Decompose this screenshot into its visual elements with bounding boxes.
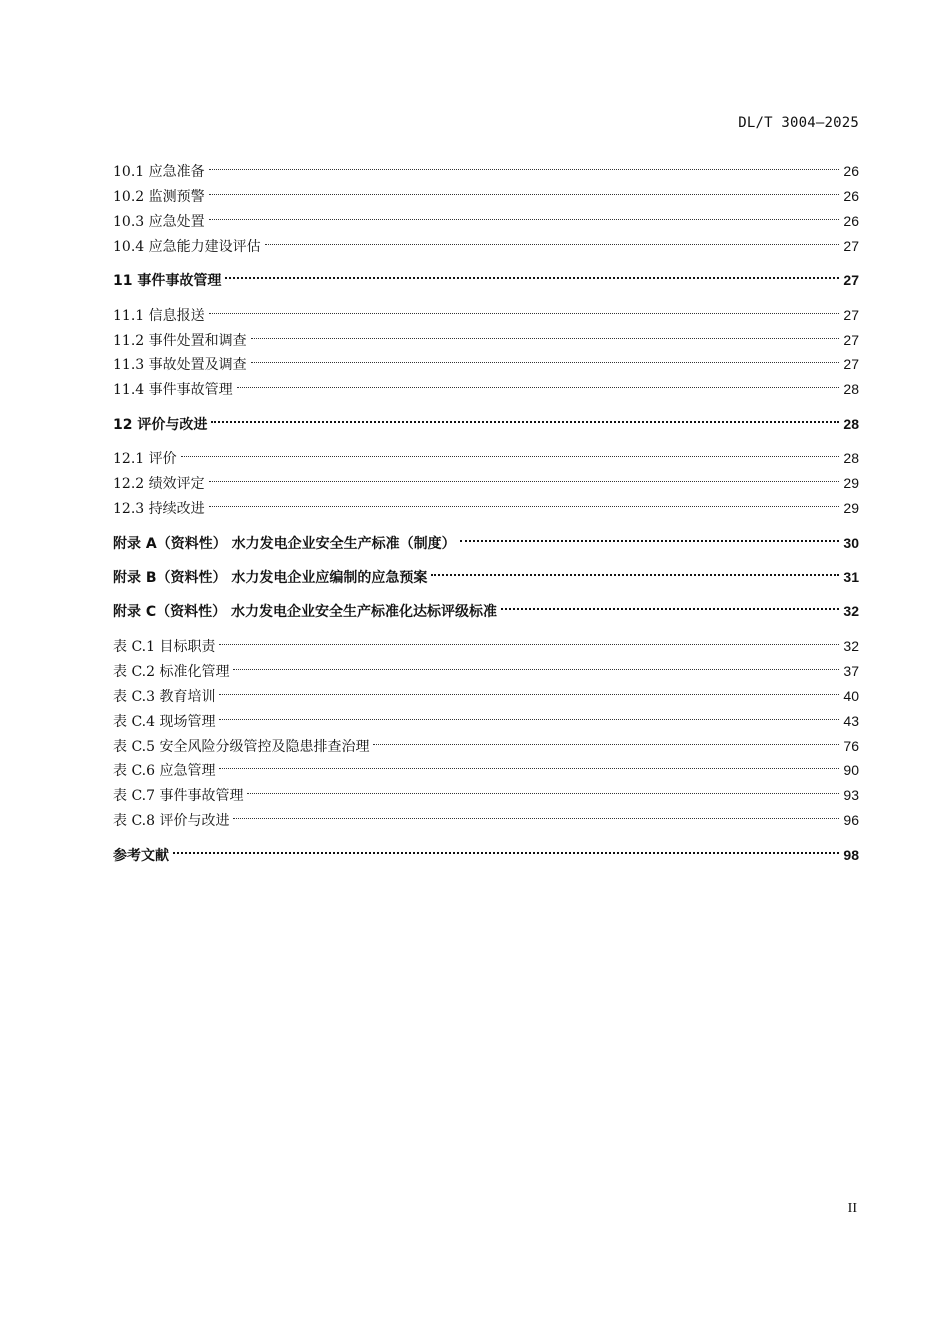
toc-dot-leader [223,263,841,285]
toc-entry-label: 11.1 信息报送 [113,308,205,324]
toc-dot-leader [235,372,842,394]
toc-entry-label: 10.3 应急处置 [113,214,205,230]
toc-entry-10-4[interactable] [113,229,859,255]
toc-dot-leader [231,654,841,676]
toc-dot-leader [231,803,841,825]
toc-entry-12-1[interactable] [113,441,859,467]
toc-entry-label: 附录 C（资料性） 水力发电企业安全生产标准化达标评级标准 [113,604,498,620]
toc-entry-label: 12.3 持续改进 [113,501,205,517]
toc-dot-leader [207,298,842,320]
toc-entry-11-1[interactable] [113,298,859,324]
document-code: DL/T 3004—2025 [738,115,859,131]
toc-entry-label: 附录 A（资料性） 水力发电企业安全生产标准（制度） [113,536,456,552]
toc-entry-page: 26 [843,188,859,204]
toc-dot-leader [217,629,841,651]
toc-dot-leader [429,560,841,582]
toc-entry-page: 32 [843,603,859,619]
toc-dot-leader [207,466,842,488]
toc-entry-page: 37 [843,663,859,679]
toc-entry-page: 27 [843,307,859,323]
toc-entry-label: 12.1 评价 [113,451,177,467]
toc-entry-page: 29 [843,475,859,491]
toc-entry-page: 32 [843,638,859,654]
toc-entry-label: 12.2 绩效评定 [113,476,205,492]
toc-entry-page: 98 [843,847,859,863]
toc-dot-leader [249,323,842,345]
toc-dot-leader [209,407,841,429]
toc-entry-chapter-12[interactable] [113,407,859,433]
toc-dot-leader [217,704,841,726]
toc-entry-page: 27 [843,238,859,254]
toc-dot-leader [207,491,842,513]
toc-entry-table-c6[interactable] [113,753,859,779]
toc-dot-leader [217,679,841,701]
toc-entry-page: 93 [843,787,859,803]
toc-entry-page: 29 [843,500,859,516]
toc-entry-label: 表 C.8 评价与改进 [113,813,230,829]
toc-entry-label: 11.4 事件事故管理 [113,382,233,398]
toc-entry-references[interactable] [113,838,859,864]
toc-entry-page: 28 [843,381,859,397]
toc-entry-label: 11 事件事故管理 [113,273,222,289]
toc-dot-leader [249,347,842,369]
toc-dot-leader [179,441,842,463]
toc-dot-leader [217,753,841,775]
toc-entry-11-2[interactable] [113,323,859,349]
toc-entry-page: 43 [843,713,859,729]
toc-entry-chapter-11[interactable] [113,263,859,289]
toc-dot-leader [207,154,842,176]
toc-entry-label: 11.3 事故处置及调查 [113,357,247,373]
toc-entry-10-2[interactable] [113,179,859,205]
toc-entry-label: 表 C.3 教育培训 [113,689,216,705]
toc-entry-table-c3[interactable] [113,679,859,705]
toc-dot-leader [263,229,842,251]
toc-entry-page: 30 [843,535,859,551]
toc-entry-table-c1[interactable] [113,629,859,655]
toc-entry-label: 10.4 应急能力建设评估 [113,239,261,255]
page-number: II [847,1201,857,1216]
toc-entry-page: 76 [843,738,859,754]
toc-entry-page: 31 [843,569,859,585]
toc-entry-page: 28 [843,450,859,466]
toc-entry-10-1[interactable] [113,154,859,180]
toc-entry-page: 96 [843,812,859,828]
toc-dot-leader [245,778,841,800]
toc-entry-page: 40 [843,688,859,704]
toc-entry-page: 26 [843,163,859,179]
toc-entry-12-2[interactable] [113,466,859,492]
toc-entry-11-4[interactable] [113,372,859,398]
toc-entry-table-c2[interactable] [113,654,859,680]
toc-dot-leader [458,526,842,548]
toc-entry-label: 10.1 应急准备 [113,164,205,180]
toc-entry-label: 表 C.2 标准化管理 [113,664,230,680]
toc-entry-12-3[interactable] [113,491,859,517]
toc-dot-leader [207,204,842,226]
toc-entry-label: 11.2 事件处置和调查 [113,333,247,349]
toc-dot-leader [371,729,841,751]
toc-entry-table-c8[interactable] [113,803,859,829]
toc-entry-page: 27 [843,356,859,372]
toc-entry-page: 27 [843,332,859,348]
toc-entry-label: 表 C.1 目标职责 [113,639,216,655]
toc-entry-label: 表 C.7 事件事故管理 [113,788,244,804]
toc-entry-label: 表 C.5 安全风险分级管控及隐患排查治理 [113,739,370,755]
toc-entry-page: 26 [843,213,859,229]
toc-entry-appendix-b[interactable] [113,560,859,586]
toc-entry-table-c7[interactable] [113,778,859,804]
toc-entry-label: 参考文献 [113,848,169,864]
toc-entry-appendix-c[interactable] [113,594,859,620]
toc-entry-page: 90 [843,762,859,778]
toc-entry-table-c4[interactable] [113,704,859,730]
toc-dot-leader [499,594,841,616]
toc-dot-leader [171,838,841,860]
toc-entry-10-3[interactable] [113,204,859,230]
toc-entry-label: 表 C.6 应急管理 [113,763,216,779]
toc-entry-appendix-a[interactable] [113,526,859,552]
toc-entry-table-c5[interactable] [113,729,859,755]
toc-entry-page: 28 [843,416,859,432]
toc-entry-label: 表 C.4 现场管理 [113,714,216,730]
toc-entry-label: 附录 B（资料性） 水力发电企业应编制的应急预案 [113,570,428,586]
toc-dot-leader [207,179,842,201]
toc-entry-page: 27 [843,272,859,288]
toc-entry-label: 12 评价与改进 [113,417,208,433]
toc-entry-label: 10.2 监测预警 [113,189,205,205]
toc-entry-11-3[interactable] [113,347,859,373]
